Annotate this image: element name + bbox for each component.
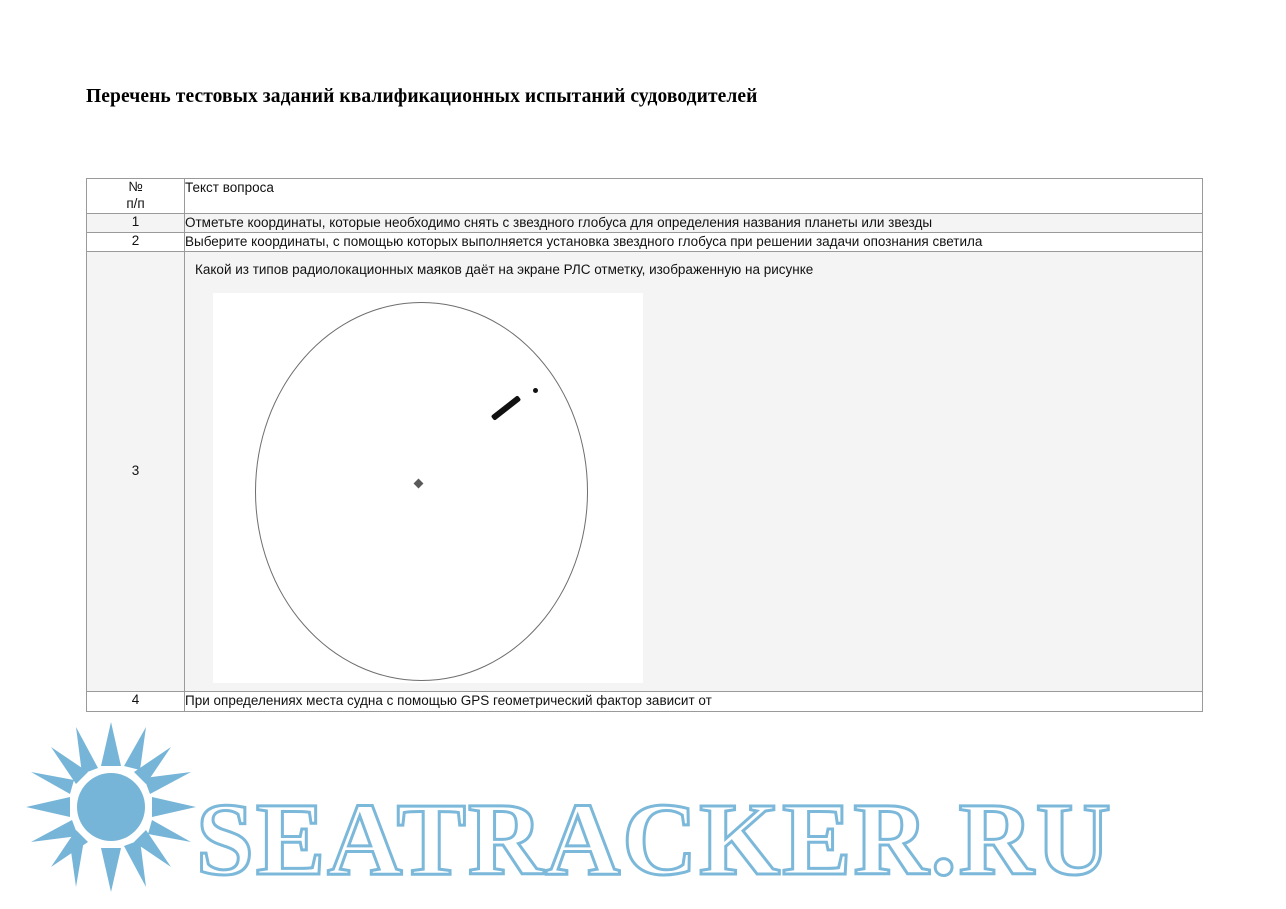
questions-table: [86, 178, 1203, 712]
header-number-line1: №: [128, 179, 143, 194]
row-number: 4: [87, 692, 185, 711]
table-row: [87, 232, 1203, 251]
header-cell-number: [87, 179, 185, 214]
radar-sweep-circle-icon: [255, 302, 588, 681]
row-question-text: Выберите координаты, с помощью которых выполняется установка звездного глобуса при решении задачи опознания светила: [185, 232, 1203, 251]
radar-question-block: [185, 252, 1202, 683]
watermark-text: SEATRACKER.RU: [196, 782, 1113, 897]
table-header-row: [87, 179, 1203, 214]
table-row: [87, 252, 1203, 692]
row-question-text: Отметьте координаты, которые необходимо снять с звездного глобуса для определения названия планеты или звезды: [185, 213, 1203, 232]
page-title: Перечень тестовых заданий квалификационных испытаний судоводителей: [86, 86, 758, 107]
row-number: 2: [87, 232, 185, 251]
row-number: 3: [87, 252, 185, 692]
sun-burst-icon: [26, 722, 196, 892]
table-row: [87, 213, 1203, 232]
header-cell-question: Текст вопроса: [185, 179, 1203, 214]
row-number: 1: [87, 213, 185, 232]
row-question-text: Какой из типов радиолокационных маяков даёт на экране РЛС отметку, изображенную на рисунке: [195, 262, 814, 278]
row-question-cell: [185, 252, 1203, 692]
radar-screen-image: [213, 293, 643, 683]
row-question-text: При определениях места судна с помощью GPS геометрический фактор зависит от: [185, 692, 1203, 711]
table-row: [87, 692, 1203, 711]
header-number-line2: п/п: [126, 195, 145, 211]
